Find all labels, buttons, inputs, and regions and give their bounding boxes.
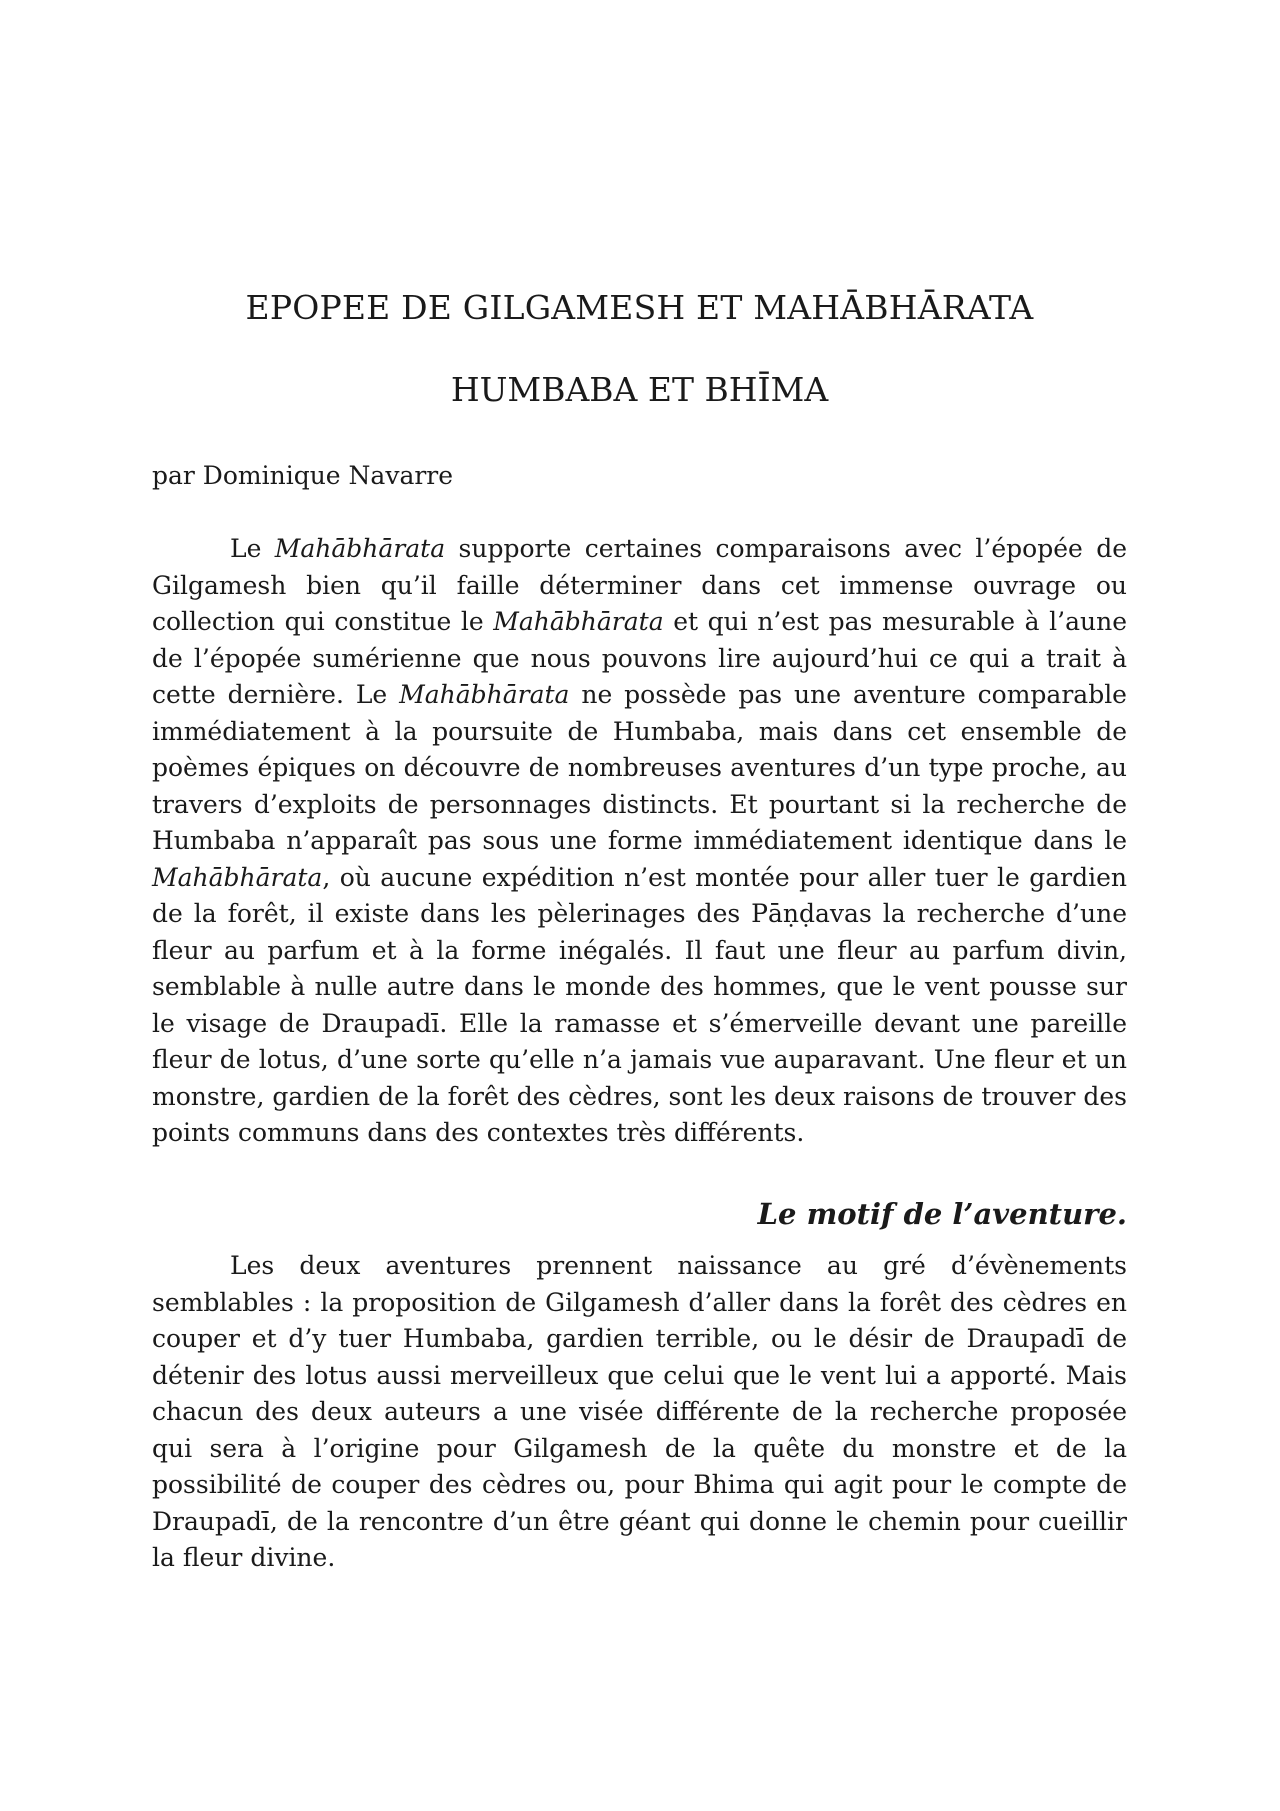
section-heading: Le motif de l’aventure. [757,1197,1127,1231]
intro-paragraph [152,531,1127,1152]
author-line: par Dominique Navarre [152,461,454,490]
document-page [152,0,1127,1811]
italic-title: Mahābhārata [399,680,570,709]
italic-title: Mahābhārata [152,862,323,892]
document-subtitle: HUMBABA ET BHĪMA [450,370,829,409]
text-run: Le [230,534,275,563]
body-paragraph: Les deux aventures prennent naissance au gré d’évènements semblables : la proposition de Gilgamesh d’aller dans la forêt des cèdres en couper et d’y tuer Humbaba, gardien terrible, ou le désir de Draupadī de détenir des lotus aussi merveilleux que celui que le vent lui a apporté. Mais chacun des deux auteurs a une visée différente de la recherche proposée qui sera à l’origine pour Gilgamesh de la quête du monstre et de la possibilité de couper des cèdres ou, pour Bhima qui agit pour le compte de Draupadī, de la rencontre d’un être géant qui donne le chemin pour cueillir la fleur divine. [152,1251,1127,1572]
text-run: supporte certaines comparaisons avec l’épopée de Gilgamesh bien qu’il faille déterminer dans cet immense ouvrage ou collection qui constitue le [152,534,1128,636]
italic-title: Mahābhārata [274,534,446,563]
italic-title: Mahābhārata [493,607,664,636]
text-run: et qui n’est pas mesurable à l’aune de l’épopée sumérienne que nous pouvons lire aujourd’hui ce qui a trait à cette dernière. Le [152,607,1127,709]
document-title: EPOPEE DE GILGAMESH ET MAHĀBHĀRATA [245,288,1034,327]
text-run: , où aucune expédition n’est montée pour aller tuer le gardien de la forêt, il existe dans les pèlerinages des Pāṇḍavas la recherche d’une fleur au parfum et à la forme inégalés. Il faut une fleur au parfum divin, semblable à nulle autre dans le monde des hommes, que le vent pousse sur le visage de Draupadī. Elle la ramasse et s’émerveille devant une pareille fleur de lotus, d’une sorte qu’elle n’a jamais vue auparavant. Une fleur et un monstre, gardien de la forêt des cèdres, sont les deux raisons de trouver des points communs dans des contextes très différents. [152,862,1127,1147]
text-run: ne possède pas une aventure comparable immédiatement à la poursuite de Humbaba, mais dans cet ensemble de poèmes épiques on découvre de nombreuses aventures d’un type proche, au travers d’exploits de personnages distincts. Et pourtant si la recherche de Humbaba n’apparaît pas sous une forme immédiatement identique dans le [152,680,1127,855]
